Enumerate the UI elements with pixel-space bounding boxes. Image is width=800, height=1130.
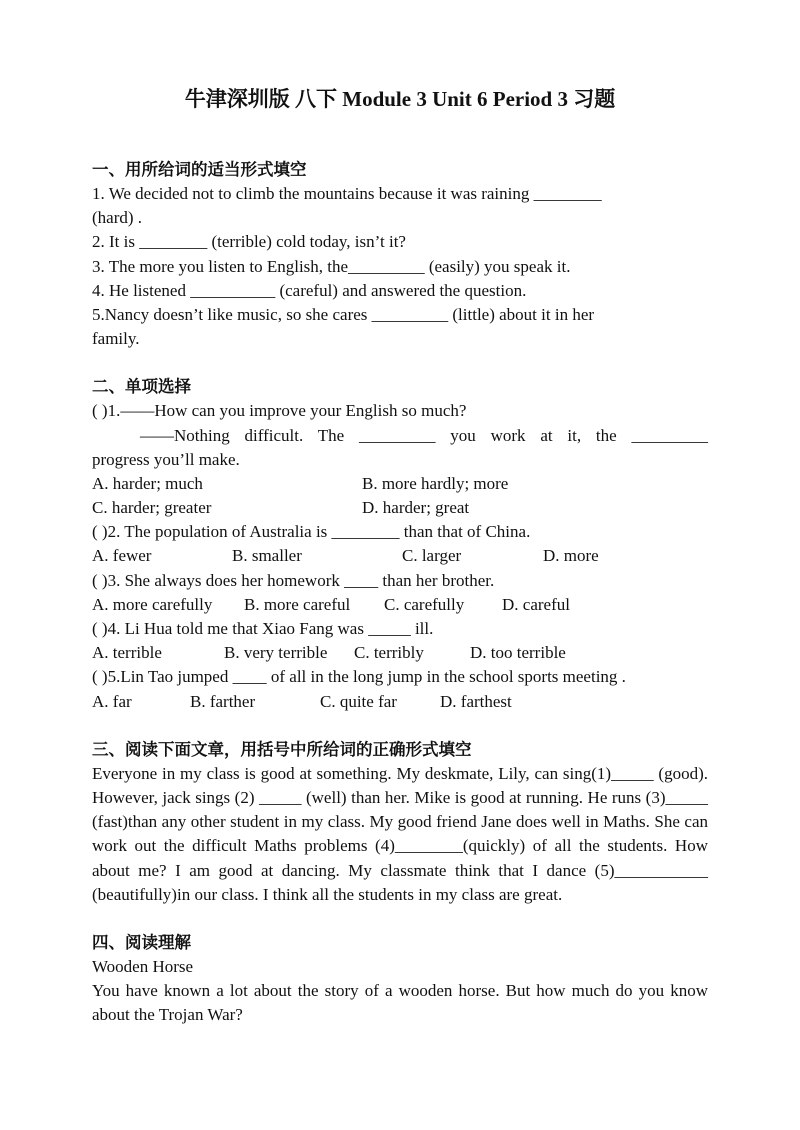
s2-q4-option-a: A. terrible bbox=[92, 643, 162, 663]
s2-q1-line1: ( )1.——How can you improve your English so much? bbox=[92, 401, 467, 421]
s2-q5-option-d: D. farthest bbox=[440, 691, 512, 711]
s2-q4-options bbox=[92, 641, 708, 665]
s2-q3-options bbox=[92, 593, 708, 617]
s2-q1-line2: ——Nothing difficult. The _________ you work at it, the _________ bbox=[140, 425, 708, 445]
s2-q5-options bbox=[92, 690, 708, 714]
s2-q2-option-c: C. larger bbox=[402, 546, 462, 566]
s1-q1-line1: 1. We decided not to climb the mountains because it was raining ________ bbox=[92, 184, 602, 203]
s2-q3-option-b: B. more careful bbox=[244, 594, 351, 614]
s2-q1-line3: progress you’ll make. bbox=[92, 449, 240, 469]
s1-q4: 4. He listened __________ (careful) and answered the question. bbox=[92, 280, 527, 300]
s2-q2: ( )2. The population of Australia is ________ than that of China. bbox=[92, 522, 531, 542]
s2-q3-option-c: C. carefully bbox=[384, 594, 465, 614]
s2-q3-option-a: A. more carefully bbox=[92, 594, 213, 614]
s1-q5-line1: 5.Nancy doesn’t like music, so she cares _________ (little) about it in her bbox=[92, 304, 595, 324]
s4-subtitle: Wooden Horse bbox=[92, 956, 194, 976]
s2-q4: ( )4. Li Hua told me that Xiao Fang was _____ ill. bbox=[92, 619, 434, 638]
s2-q4-option-d: D. too terrible bbox=[470, 643, 566, 663]
section-2-heading: 二、单项选择 bbox=[92, 377, 191, 397]
s1-q2: 2. It is ________ (terrible) cold today, isn’t it? bbox=[92, 232, 406, 252]
s2-q1-options-row1 bbox=[92, 472, 708, 496]
s2-q5-option-a: A. far bbox=[92, 691, 132, 711]
s4-passage: You have known a lot about the story of a wooden horse. But how much do you know about the Trojan War? bbox=[92, 981, 708, 1025]
s2-q5-option-c: C. quite far bbox=[320, 691, 397, 711]
s2-q4-option-c: C. terribly bbox=[354, 643, 424, 663]
s2-q1-option-d: D. harder; great bbox=[362, 498, 470, 518]
section-3-heading: 三、阅读下面文章，用括号中所给词的正确形式填空 bbox=[92, 739, 472, 759]
s2-q1-option-b: B. more hardly; more bbox=[362, 473, 509, 493]
s2-q4-option-b: B. very terrible bbox=[224, 643, 328, 663]
s1-q1-line2: (hard) . bbox=[92, 208, 143, 228]
section-1-heading: 一、用所给词的适当形式填空 bbox=[92, 160, 307, 179]
s2-q3: ( )3. She always does her homework ____ than her brother. bbox=[92, 570, 495, 590]
s2-q1-option-c: C. harder; greater bbox=[92, 498, 212, 518]
section-4-heading: 四、阅读理解 bbox=[92, 932, 191, 952]
s2-q2-option-b: B. smaller bbox=[232, 546, 302, 566]
s1-q3: 3. The more you listen to English, the_________ (easily) you speak it. bbox=[92, 256, 571, 276]
s2-q2-option-d: D. more bbox=[543, 546, 599, 566]
page-title: 牛津深圳版 八下 Module 3 Unit 6 Period 3 习题 bbox=[184, 87, 616, 111]
s2-q3-option-d: D. careful bbox=[502, 594, 570, 614]
s2-q5: ( )5.Lin Tao jumped ____ of all in the long jump in the school sports meeting . bbox=[92, 667, 626, 687]
s1-q5-line2: family. bbox=[92, 329, 140, 349]
s2-q2-option-a: A. fewer bbox=[92, 546, 152, 566]
s2-q2-options bbox=[92, 544, 708, 568]
s2-q5-option-b: B. farther bbox=[190, 691, 256, 711]
s2-q1-options-row2 bbox=[92, 496, 708, 520]
document-body bbox=[92, 158, 708, 1028]
s3-passage: Everyone in my class is good at something. My deskmate, Lily, can sing(1)_____ (good). However, jack sings (2) _____ (well) than her. Mike is good at running. He runs (3)_____ (fast)than any other student in my class. My good friend Jane does well in Maths. She can work out the difficult Maths problems (4)________(quickly) of all the students. How about me? I am good at dancing. My classmate think that I dance (5)___________ (beautifully)in our class. I think all the students in my class are great. bbox=[92, 763, 708, 904]
s2-q1-option-a: A. harder; much bbox=[92, 473, 203, 493]
